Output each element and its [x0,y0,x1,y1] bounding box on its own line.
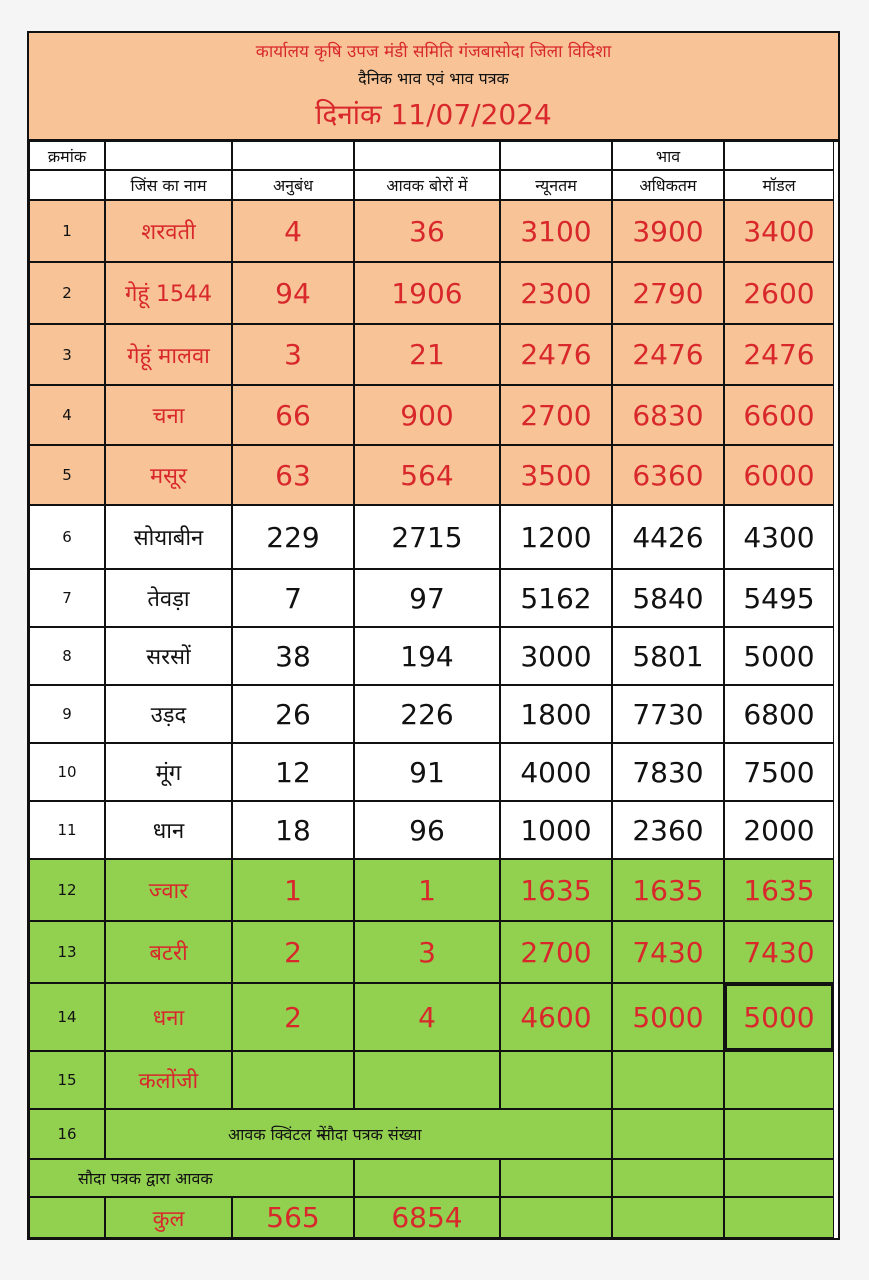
min-price: 2700 [500,921,612,983]
min-price: 3000 [500,627,612,685]
model-price [724,1051,834,1109]
contract-count: 18 [232,801,354,859]
commodity-name: सोयाबीन [105,505,232,569]
contract-count: 2 [232,921,354,983]
row-serial: 10 [29,743,105,801]
contract-count: 4 [232,200,354,262]
commodity-name: धान [105,801,232,859]
commodity-name: ज्वार [105,859,232,921]
blank-cell [29,1197,105,1238]
min-price: 5162 [500,569,612,627]
max-price: 2476 [612,324,724,385]
commodity-name: सरसों [105,627,232,685]
model-price: 3400 [724,200,834,262]
mandi-rate-sheet [27,31,840,1240]
commodity-name: गेहूं 1544 [105,262,232,324]
model-price: 2000 [724,801,834,859]
row-serial: 4 [29,385,105,445]
header-blank [105,141,232,170]
row-serial: 6 [29,505,105,569]
row-serial: 9 [29,685,105,743]
contract-count: 38 [232,627,354,685]
arrival-bags: 1906 [354,262,500,324]
commodity-name: धना [105,983,232,1051]
max-price: 2790 [612,262,724,324]
max-price: 3900 [612,200,724,262]
min-price-header: न्यूनतम [500,170,612,200]
total-label: कुल [105,1197,232,1238]
sheet-date: दिनांक 11/07/2024 [315,98,552,131]
contract-header: अनुबंध [232,170,354,200]
contract-count: 26 [232,685,354,743]
model-price: 5000 [724,627,834,685]
header-blank [354,141,500,170]
row-serial: 1 [29,200,105,262]
min-price: 3100 [500,200,612,262]
header-blank [29,170,105,200]
min-price: 4000 [500,743,612,801]
deal-count-label: सौदा पत्रक संख्या [319,1125,422,1144]
commodity-name: मूंग [105,743,232,801]
max-price [612,1051,724,1109]
contract-count: 229 [232,505,354,569]
max-price: 7430 [612,921,724,983]
header-blank [500,141,612,170]
model-price: 6600 [724,385,834,445]
max-price: 6830 [612,385,724,445]
arrival-bags: 91 [354,743,500,801]
header-blank [232,141,354,170]
model-price: 1635 [724,859,834,921]
arrival-quintal-and-count-label [105,1109,612,1159]
contract-count: 1 [232,859,354,921]
row-serial: 15 [29,1051,105,1109]
arrival-bags: 226 [354,685,500,743]
arrival-bags: 97 [354,569,500,627]
arrival-bags: 4 [354,983,500,1051]
max-price: 5000 [612,983,724,1051]
blank-cell [612,1159,724,1197]
row-serial: 3 [29,324,105,385]
row-serial: 13 [29,921,105,983]
contract-count: 66 [232,385,354,445]
arrival-bags: 3 [354,921,500,983]
arrival-header: आवक बोरों में [354,170,500,200]
total-deal-count: 6854 [354,1197,500,1238]
contract-count: 63 [232,445,354,505]
arrival-bags: 564 [354,445,500,505]
arrival-quintal-label: आवक क्विंटल में [228,1125,326,1144]
row-serial: 14 [29,983,105,1051]
model-price: 2476 [724,324,834,385]
min-price: 1635 [500,859,612,921]
header-blank [724,141,834,170]
office-title: कार्यालय कृषि उपज मंडी समिति गंजबासोदा जिला विदिशा [255,42,612,62]
min-price [500,1051,612,1109]
commodity-name: उड़द [105,685,232,743]
row-serial: 8 [29,627,105,685]
blank-cell [354,1159,500,1197]
blank-cell [724,1197,834,1238]
deal-arrival-label: सौदा पत्रक द्वारा आवक [29,1159,354,1197]
min-price: 2476 [500,324,612,385]
rate-group-header: भाव [612,141,724,170]
max-price: 7730 [612,685,724,743]
commodity-name: शरवती [105,200,232,262]
arrival-bags: 2715 [354,505,500,569]
max-price: 7830 [612,743,724,801]
blank-cell [724,1109,834,1159]
arrival-bags: 1 [354,859,500,921]
min-price: 2700 [500,385,612,445]
row-serial: 16 [29,1109,105,1159]
blank-cell [500,1197,612,1238]
arrival-bags: 21 [354,324,500,385]
sheet-subtitle: दैनिक भाव एवं भाव पत्रक [358,69,509,88]
model-price: 6800 [724,685,834,743]
min-price: 4600 [500,983,612,1051]
row-serial: 5 [29,445,105,505]
model-price: 6000 [724,445,834,505]
contract-count: 2 [232,983,354,1051]
row-serial: 7 [29,569,105,627]
contract-count [232,1051,354,1109]
model-price: 7430 [724,921,834,983]
blank-cell [500,1159,612,1197]
arrival-bags: 96 [354,801,500,859]
row-serial: 11 [29,801,105,859]
arrival-bags: 36 [354,200,500,262]
serial-header: क्रमांक [29,141,105,170]
contract-count: 3 [232,324,354,385]
sheet-header [29,33,838,142]
contract-count: 12 [232,743,354,801]
min-price: 2300 [500,262,612,324]
arrival-bags: 194 [354,627,500,685]
contract-count: 94 [232,262,354,324]
max-price: 1635 [612,859,724,921]
model-price: 2600 [724,262,834,324]
min-price: 1800 [500,685,612,743]
row-serial: 12 [29,859,105,921]
max-price: 2360 [612,801,724,859]
min-price: 3500 [500,445,612,505]
max-price: 4426 [612,505,724,569]
min-price: 1000 [500,801,612,859]
commodity-name: तेवड़ा [105,569,232,627]
model-price: 7500 [724,743,834,801]
contract-count: 7 [232,569,354,627]
commodity-name: मसूर [105,445,232,505]
model-price: 5495 [724,569,834,627]
model-price: 5000 [724,983,834,1051]
model-price: 4300 [724,505,834,569]
commodity-name: कलोंजी [105,1051,232,1109]
max-price-header: अधिकतम [612,170,724,200]
commodity-name: गेहूं मालवा [105,324,232,385]
max-price: 5840 [612,569,724,627]
blank-cell [612,1109,724,1159]
total-quintal: 565 [232,1197,354,1238]
row-serial: 2 [29,262,105,324]
commodity-name: बटरी [105,921,232,983]
commodity-name: चना [105,385,232,445]
max-price: 6360 [612,445,724,505]
max-price: 5801 [612,627,724,685]
arrival-bags: 900 [354,385,500,445]
blank-cell [724,1159,834,1197]
min-price: 1200 [500,505,612,569]
name-header: जिंस का नाम [105,170,232,200]
blank-cell [612,1197,724,1238]
arrival-bags [354,1051,500,1109]
model-price-header: मॉडल [724,170,834,200]
